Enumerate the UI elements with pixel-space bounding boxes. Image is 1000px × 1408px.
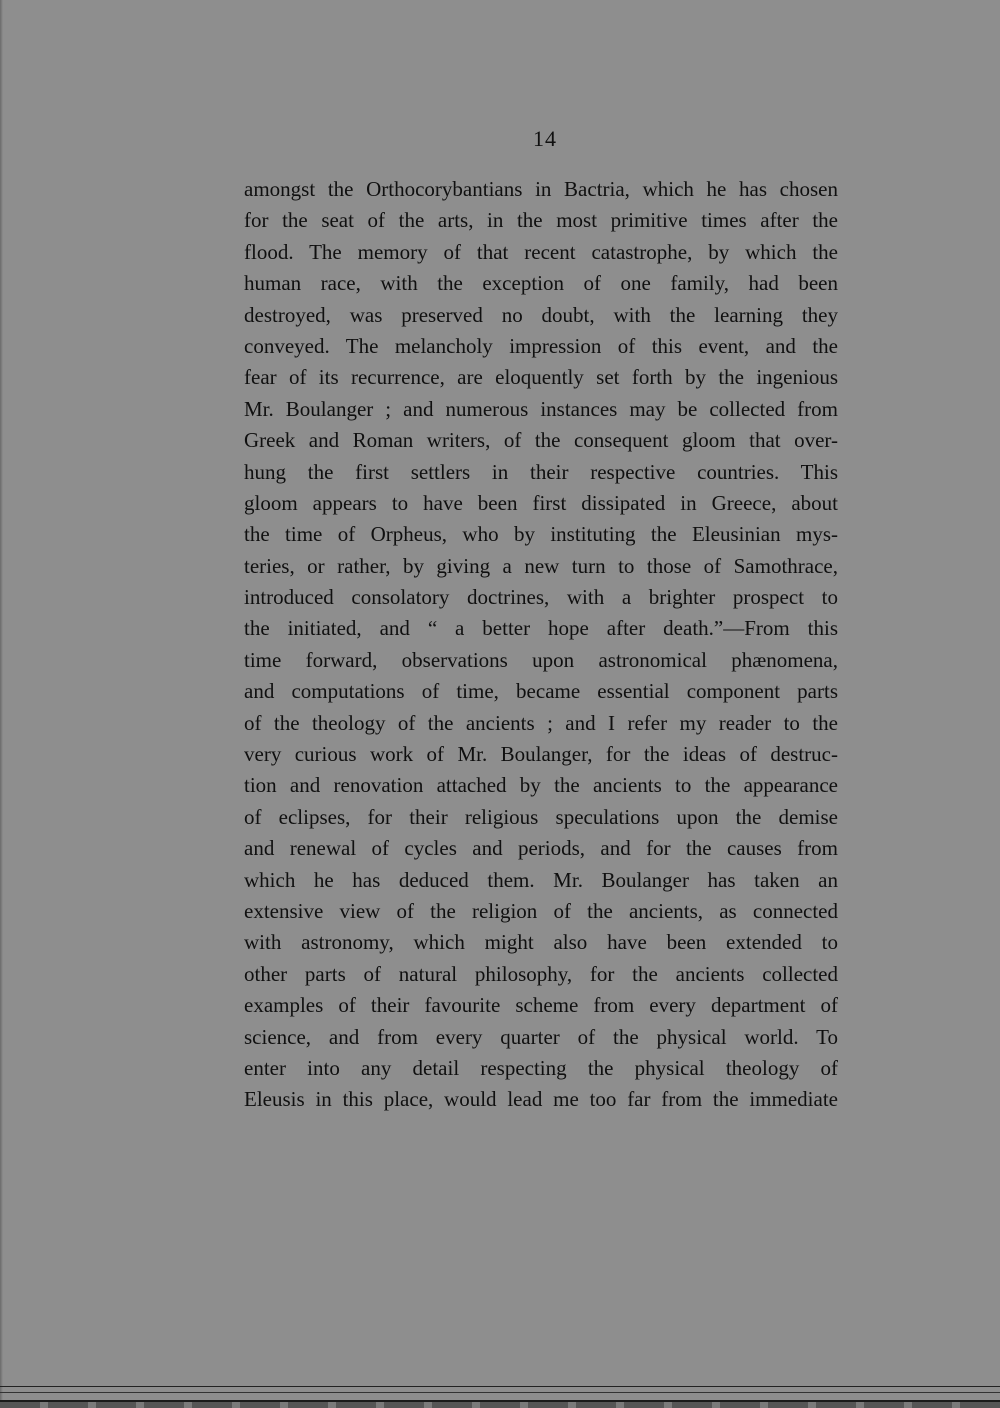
text-line-26: other parts of natural philosophy, for the ancients collected (244, 961, 838, 986)
bottom-scan-edge (0, 1402, 1000, 1408)
text-line-29: enter into any detail respecting the physical theology of (244, 1055, 838, 1080)
text-line-18: of the theology of the ancients ; and I refer my reader to the (244, 710, 838, 735)
text-line-27: examples of their favourite scheme from every department of (244, 993, 838, 1018)
page-left-edge (0, 0, 3, 1408)
page-number: 14 (533, 126, 557, 151)
text-line-11: gloom appears to have been first dissipated in Greece, about (244, 490, 838, 515)
text-line-16: time forward, observations upon astronomical phænomena, (244, 647, 838, 672)
text-line-15: the initiated, and “ a better hope after death.”—From this (244, 616, 838, 641)
text-line-14: introduced consolatory doctrines, with a brighter prospect to (244, 585, 838, 610)
text-line-9: Greek and Roman writers, of the consequent gloom that over- (244, 428, 838, 453)
text-line-20: tion and renovation attached by the ancients to the appearance (244, 773, 838, 798)
bottom-rule (0, 1386, 1000, 1387)
text-line-7: fear of its recurrence, are eloquently set forth by the ingenious (244, 365, 838, 390)
text-line-12: the time of Orpheus, who by instituting the Eleusinian mys- (244, 522, 838, 547)
text-line-30: Eleusis in this place, would lead me too far from the immediate (244, 1087, 838, 1112)
text-line-10: hung the first settlers in their respective countries. This (244, 459, 838, 484)
text-line-1: amongst the Orthocorybantians in Bactria, which he has chosen (244, 177, 838, 201)
text-line-8: Mr. Boulanger ; and numerous instances may be collected from (244, 396, 838, 421)
text-line-13: teries, or rather, by giving a new turn to those of Samothrace, (244, 553, 838, 578)
text-line-22: and renewal of cycles and periods, and for the causes from (244, 836, 838, 861)
body-text (244, 174, 838, 1116)
text-line-21: of eclipses, for their religious speculations upon the demise (244, 804, 838, 829)
text-line-2: for the seat of the arts, in the most primitive times after the (244, 208, 838, 233)
text-line-23: which he has deduced them. Mr. Boulanger has taken an (244, 867, 838, 892)
text-line-25: with astronomy, which might also have been extended to (244, 930, 838, 955)
text-line-3: flood. The memory of that recent catastrophe, by which the (244, 239, 838, 264)
text-line-6: conveyed. The melancholy impression of this event, and the (244, 333, 838, 358)
text-line-17: and computations of time, became essential component parts (244, 679, 838, 704)
text-line-24: extensive view of the religion of the ancients, as connected (244, 898, 838, 923)
text-line-19: very curious work of Mr. Boulanger, for the ideas of destruc- (244, 742, 838, 767)
text-line-4: human race, with the exception of one family, had been (244, 271, 838, 296)
text-line-5: destroyed, was preserved no doubt, with the learning they (244, 302, 838, 327)
text-line-28: science, and from every quarter of the physical world. To (244, 1024, 838, 1049)
bottom-rule (0, 1392, 1000, 1393)
